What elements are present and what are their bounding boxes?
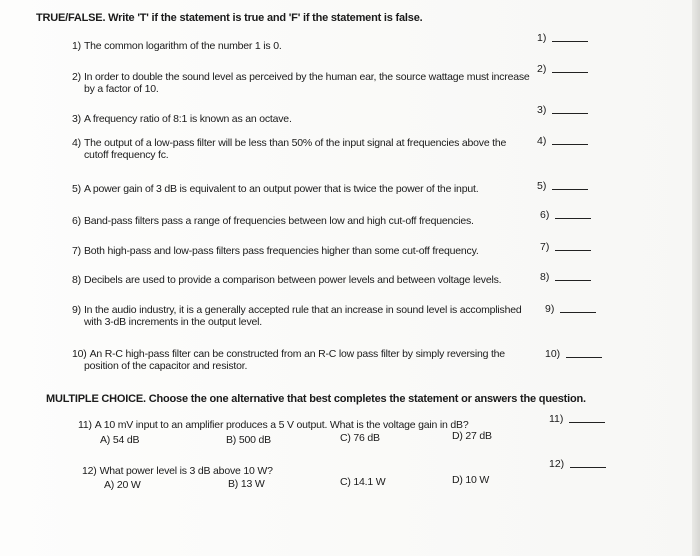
question-text: Decibels are used to provide a comparison between power levels and between voltage levels. <box>83 274 502 286</box>
question-continuation: with 3-dB increments in the output level. <box>84 316 262 328</box>
option-11-a[interactable]: A) 54 dB <box>100 434 140 446</box>
question-continuation: by a factor of 10. <box>84 83 159 95</box>
question-number: 10) <box>72 348 87 360</box>
question-number: 2) <box>72 71 81 83</box>
question-number: 12) <box>82 465 97 477</box>
answer-blank-9[interactable]: 9) <box>545 303 596 315</box>
question-number: 5) <box>72 183 81 195</box>
answer-blank-7[interactable]: 7) <box>540 241 591 253</box>
answer-blank-5[interactable]: 5) <box>537 180 588 192</box>
question-8 <box>72 274 532 286</box>
question-continuation: cutoff frequency fc. <box>84 149 169 161</box>
question-text: What power level is 3 dB above 10 W? <box>99 465 273 477</box>
answer-blank-4[interactable]: 4) <box>537 135 588 147</box>
question-6 <box>72 215 522 227</box>
answer-blank-8[interactable]: 8) <box>540 271 591 283</box>
answer-blank-3[interactable]: 3) <box>537 104 588 116</box>
question-1 <box>72 40 522 52</box>
question-4 <box>72 137 522 161</box>
option-11-c[interactable]: C) 76 dB <box>340 432 380 444</box>
option-12-d[interactable]: D) 10 W <box>452 474 490 486</box>
question-text: A power gain of 3 dB is equivalent to an output power that is twice the power of the input. <box>83 183 479 195</box>
answer-blank-2[interactable]: 2) <box>537 63 588 75</box>
answer-blank-6[interactable]: 6) <box>540 209 591 221</box>
option-12-c[interactable]: C) 14.1 W <box>340 476 386 488</box>
question-number: 7) <box>72 245 81 257</box>
question-5 <box>72 183 522 195</box>
question-9 <box>72 304 542 328</box>
question-number: 3) <box>72 113 81 125</box>
option-12-b[interactable]: B) 13 W <box>228 478 265 490</box>
question-number: 8) <box>72 274 81 286</box>
true-false-heading: TRUE/FALSE. Write 'T' if the statement is true and 'F' if the statement is false. <box>36 12 423 24</box>
question-10 <box>72 348 522 372</box>
question-3 <box>72 113 522 125</box>
answer-blank-12[interactable]: 12) <box>549 458 606 470</box>
question-7 <box>72 245 522 257</box>
question-text: In order to double the sound level as perceived by the human ear, the source wattage must increase <box>83 71 530 83</box>
question-text: An R-C high-pass filter can be constructed from an R-C low pass filter by simply reversing the <box>89 348 505 360</box>
question-number: 6) <box>72 215 81 227</box>
answer-blank-10[interactable]: 10) <box>545 348 602 360</box>
page-edge <box>692 0 700 556</box>
question-continuation: position of the capacitor and resistor. <box>84 360 248 372</box>
question-number: 9) <box>72 304 81 316</box>
question-2 <box>72 71 532 95</box>
option-11-b[interactable]: B) 500 dB <box>226 434 271 446</box>
question-text: Band-pass filters pass a range of frequencies between low and high cut-off frequencies. <box>83 215 474 227</box>
question-text: In the audio industry, it is a generally accepted rule that an increase in sound level is accomplished <box>83 304 522 316</box>
question-text: The output of a low-pass filter will be less than 50% of the input signal at frequencies above the <box>83 137 507 149</box>
question-number: 1) <box>72 40 81 52</box>
option-11-d[interactable]: D) 27 dB <box>452 430 492 442</box>
question-number: 4) <box>72 137 81 149</box>
question-text: The common logarithm of the number 1 is 0. <box>83 40 282 52</box>
answer-blank-11[interactable]: 11) <box>549 413 605 425</box>
question-text: A frequency ratio of 8:1 is known as an octave. <box>83 113 292 125</box>
question-number: 11) <box>78 419 92 431</box>
option-12-a[interactable]: A) 20 W <box>104 479 141 491</box>
question-text: Both high-pass and low-pass filters pass frequencies higher than some cut-off frequency. <box>83 245 479 257</box>
multiple-choice-heading: MULTIPLE CHOICE. Choose the one alternative that best completes the statement or answers the question. <box>46 393 586 405</box>
question-text: A 10 mV input to an amplifier produces a 5 V output. What is the voltage gain in dB? <box>94 419 469 431</box>
answer-blank-1[interactable]: 1) <box>537 32 588 44</box>
